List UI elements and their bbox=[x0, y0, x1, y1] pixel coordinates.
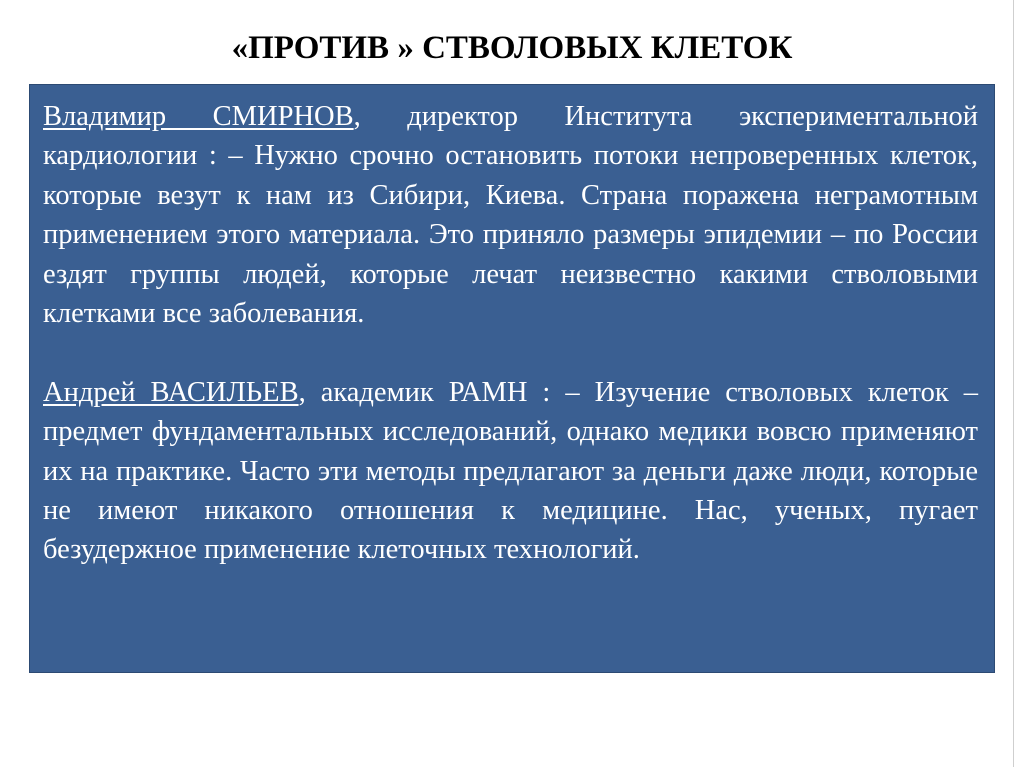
quote-vasiliev bbox=[43, 373, 978, 570]
slide-title: «ПРОТИВ » СТВОЛОВЫХ КЛЕТОК bbox=[231, 30, 793, 66]
quote-text-smirnov: , директор Института экспериментальной кардиологии : – Нужно срочно остановить потоки непроверенных клеток, которые везут к нам из Сибири, Киева. Страна поражена неграмотным применением этого материала. Это приняло размеры эпидемии – по России ездят группы людей, которые лечат неизвестно какими стволовыми клетками все заболевания. bbox=[43, 101, 978, 330]
quote-smirnov bbox=[43, 97, 978, 333]
slide-edge-divider bbox=[1013, 0, 1014, 767]
quotes-panel bbox=[29, 84, 995, 673]
quote-text-vasiliev: , академик РАМН : – Изучение стволовых клеток – предмет фундаментальных исследований, однако медики вовсю применяют их на практике. Часто эти методы предлагают за деньги даже люди, которые не имеют никакого отношения к медицине. Нас, ученых, пугает безудержное применение клеточных технологий. bbox=[43, 376, 978, 566]
speaker-name-smirnov: Владимир СМИРНОВ bbox=[43, 101, 354, 132]
speaker-name-vasiliev: Андрей ВАСИЛЬЕВ bbox=[43, 376, 299, 408]
